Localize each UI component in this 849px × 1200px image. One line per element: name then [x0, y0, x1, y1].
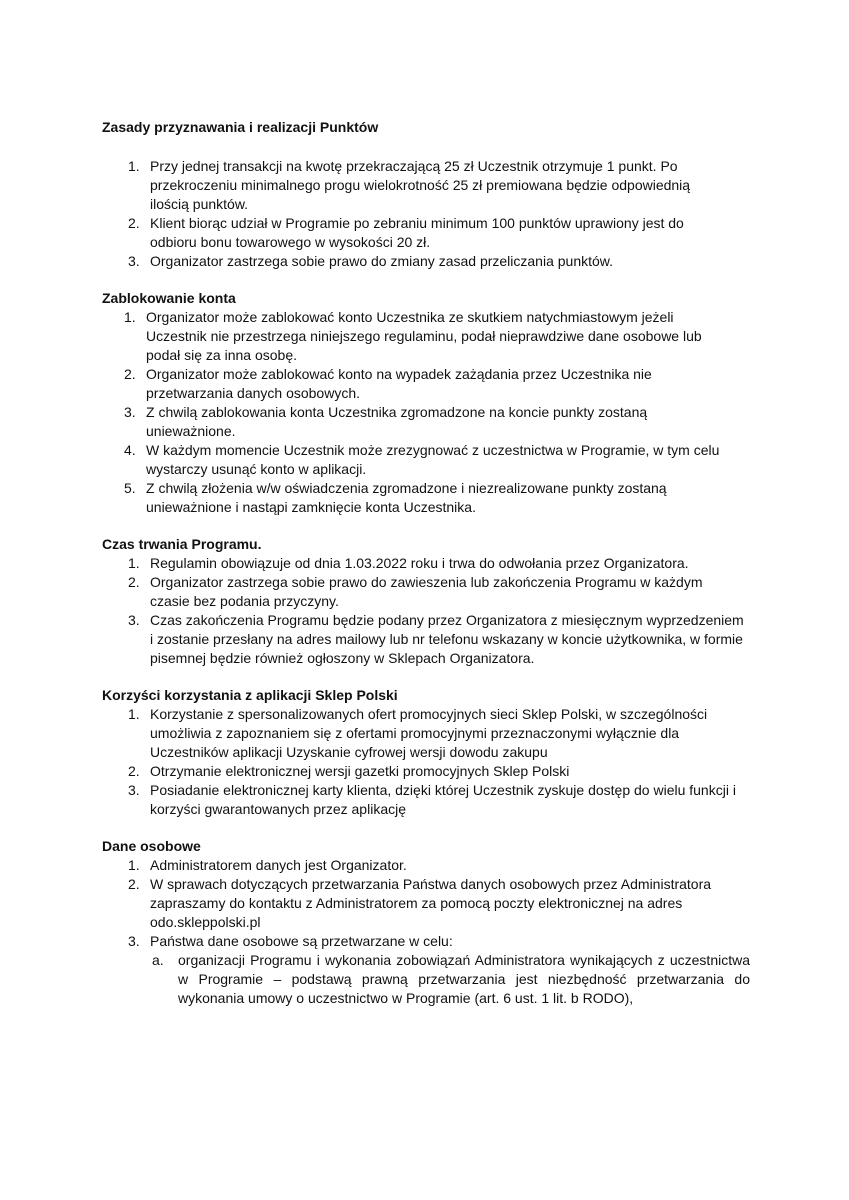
list-item-text: Państwa dane osobowe są przetwarzane w celu:: [150, 933, 453, 949]
list-item-text: Administratorem danych jest Organizator.: [150, 857, 407, 873]
sublist-letter: a.: [152, 952, 164, 968]
list-item-text: Czas zakończenia Programu będzie podany przez Organizatora z miesięcznym wyprzedzeniem i zostanie przesłany na adres mailowy lub nr telefonu wskazany w koncie użytkownika, w formie pisemnej będzie również ogłoszony w Sklepach Organizatora.: [150, 612, 744, 666]
list-item: [102, 441, 754, 479]
list-item-text: W każdym momencie Uczestnik może zrezygnować z uczestnictwa w Programie, w tym celu wystarczy usunąć konto w aplikacji.: [146, 442, 720, 477]
list-number: 2.: [128, 215, 140, 231]
list-item: [102, 932, 754, 951]
list-item-text: Z chwilą złożenia w/w oświadczenia zgromadzone i niezrealizowane punkty zostaną unieważnione i nastąpi zamknięcie konta Uczestnika.: [146, 480, 667, 515]
list-number: 3.: [128, 253, 140, 269]
list-item: [102, 157, 754, 214]
numbered-list: [102, 157, 754, 271]
sublist-item: [102, 951, 754, 1008]
list-item-text: Organizator może zablokować konto Uczestnika ze skutkiem natychmiastowym jeżeli Uczestnik nie przestrzega niniejszego regulaminu, podał nieprawdziwe dane osobowe lub podał się za inna osobę.: [146, 309, 702, 363]
list-number: 1.: [124, 309, 136, 325]
document-page: [102, 118, 754, 1008]
list-item: [102, 611, 754, 668]
list-item: [102, 856, 754, 875]
sublist-item-text: organizacji Programu i wykonania zobowiązań Administratora wynikających z uczestnictwa w Programie – podstawą prawną przetwarzania jest niezbędność przetwarzania do wykonania umowy o uczestnictwo w Programie (art. 6 ust. 1 lit. b RODO),: [178, 952, 750, 1006]
section-account-block: [102, 289, 754, 517]
list-item: [102, 781, 754, 819]
section-heading: Korzyści korzystania z aplikacji Sklep Polski: [102, 687, 398, 703]
list-number: 3.: [124, 404, 136, 420]
list-item-text: Z chwilą zablokowania konta Uczestnika zgromadzone na koncie punkty zostaną unieważnione.: [146, 404, 648, 439]
section-heading: Czas trwania Programu.: [102, 536, 262, 552]
list-number: 4.: [124, 442, 136, 458]
numbered-list: [102, 308, 754, 517]
list-number: 2.: [128, 876, 140, 892]
section-program-duration: [102, 535, 754, 668]
list-item: [102, 762, 754, 781]
list-number: 3.: [128, 782, 140, 798]
list-item-text: Korzystanie z spersonalizowanych ofert promocyjnych sieci Sklep Polski, w szczególności umożliwia z zapoznaniem się z ofertami promocyjnymi przeznaczonymi wyłącznie dla Uczestników aplikacji Uzyskanie cyfrowej wersji dowodu zakupu: [150, 706, 708, 760]
list-item-text: Klient biorąc udział w Programie po zebraniu minimum 100 punktów uprawiony jest do odbioru bonu towarowego w wysokości 20 zł.: [150, 215, 684, 250]
list-item-text: Organizator zastrzega sobie prawo do zmiany zasad przeliczania punktów.: [150, 253, 614, 269]
list-number: 3.: [128, 612, 140, 628]
list-item: [102, 875, 754, 932]
list-item-text: Organizator może zablokować konto na wypadek zażądania przez Uczestnika nie przetwarzania danych osobowych.: [146, 366, 652, 401]
list-number: 5.: [124, 480, 136, 496]
list-item-text: Otrzymanie elektronicznej wersji gazetki promocyjnych Sklep Polski: [150, 763, 570, 779]
list-item-text: Regulamin obowiązuje od dnia 1.03.2022 roku i trwa do odwołania przez Organizatora.: [150, 555, 689, 571]
list-item: [102, 252, 754, 271]
list-item: [102, 573, 754, 611]
list-number: 1.: [128, 158, 140, 174]
list-item-text: Organizator zastrzega sobie prawo do zawieszenia lub zakończenia Programu w każdym czasie bez podania przyczyny.: [150, 574, 703, 609]
list-number: 1.: [128, 857, 140, 873]
numbered-list: [102, 705, 754, 819]
list-item: [102, 554, 754, 573]
list-number: 2.: [124, 366, 136, 382]
list-item-text: W sprawach dotyczących przetwarzania Państwa danych osobowych przez Administratora zapraszamy do kontaktu z Administratorem za pomocą poczty elektronicznej na adres odo.skleppolski.pl: [150, 876, 712, 930]
list-number: 2.: [128, 574, 140, 590]
section-points-rules: [102, 118, 754, 271]
list-item: [102, 403, 754, 441]
section-personal-data: [102, 837, 754, 1008]
list-number: 1.: [128, 706, 140, 722]
list-item-text: Przy jednej transakcji na kwotę przekraczającą 25 zł Uczestnik otrzymuje 1 punkt. Po przekroczeniu minimalnego progu wielokrotność 25 zł premiowana będzie odpowiednią ilością punktów.: [150, 158, 691, 212]
list-item: [102, 308, 754, 365]
list-item: [102, 365, 754, 403]
list-number: 2.: [128, 763, 140, 779]
section-heading: Dane osobowe: [102, 838, 201, 854]
list-item-text: Posiadanie elektronicznej karty klienta, dzięki której Uczestnik zyskuje dostęp do wielu funkcji i korzyści gwarantowanych przez aplikację: [150, 782, 736, 817]
section-app-benefits: [102, 686, 754, 819]
numbered-list: [102, 554, 754, 668]
lettered-sublist: [102, 951, 754, 1008]
numbered-list: [102, 856, 754, 951]
section-heading: Zasady przyznawania i realizacji Punktów: [102, 119, 379, 135]
list-number: 1.: [128, 555, 140, 571]
list-number: 3.: [128, 933, 140, 949]
list-item: [102, 705, 754, 762]
list-item: [102, 479, 754, 517]
section-heading: Zablokowanie konta: [102, 290, 236, 306]
list-item: [102, 214, 754, 252]
